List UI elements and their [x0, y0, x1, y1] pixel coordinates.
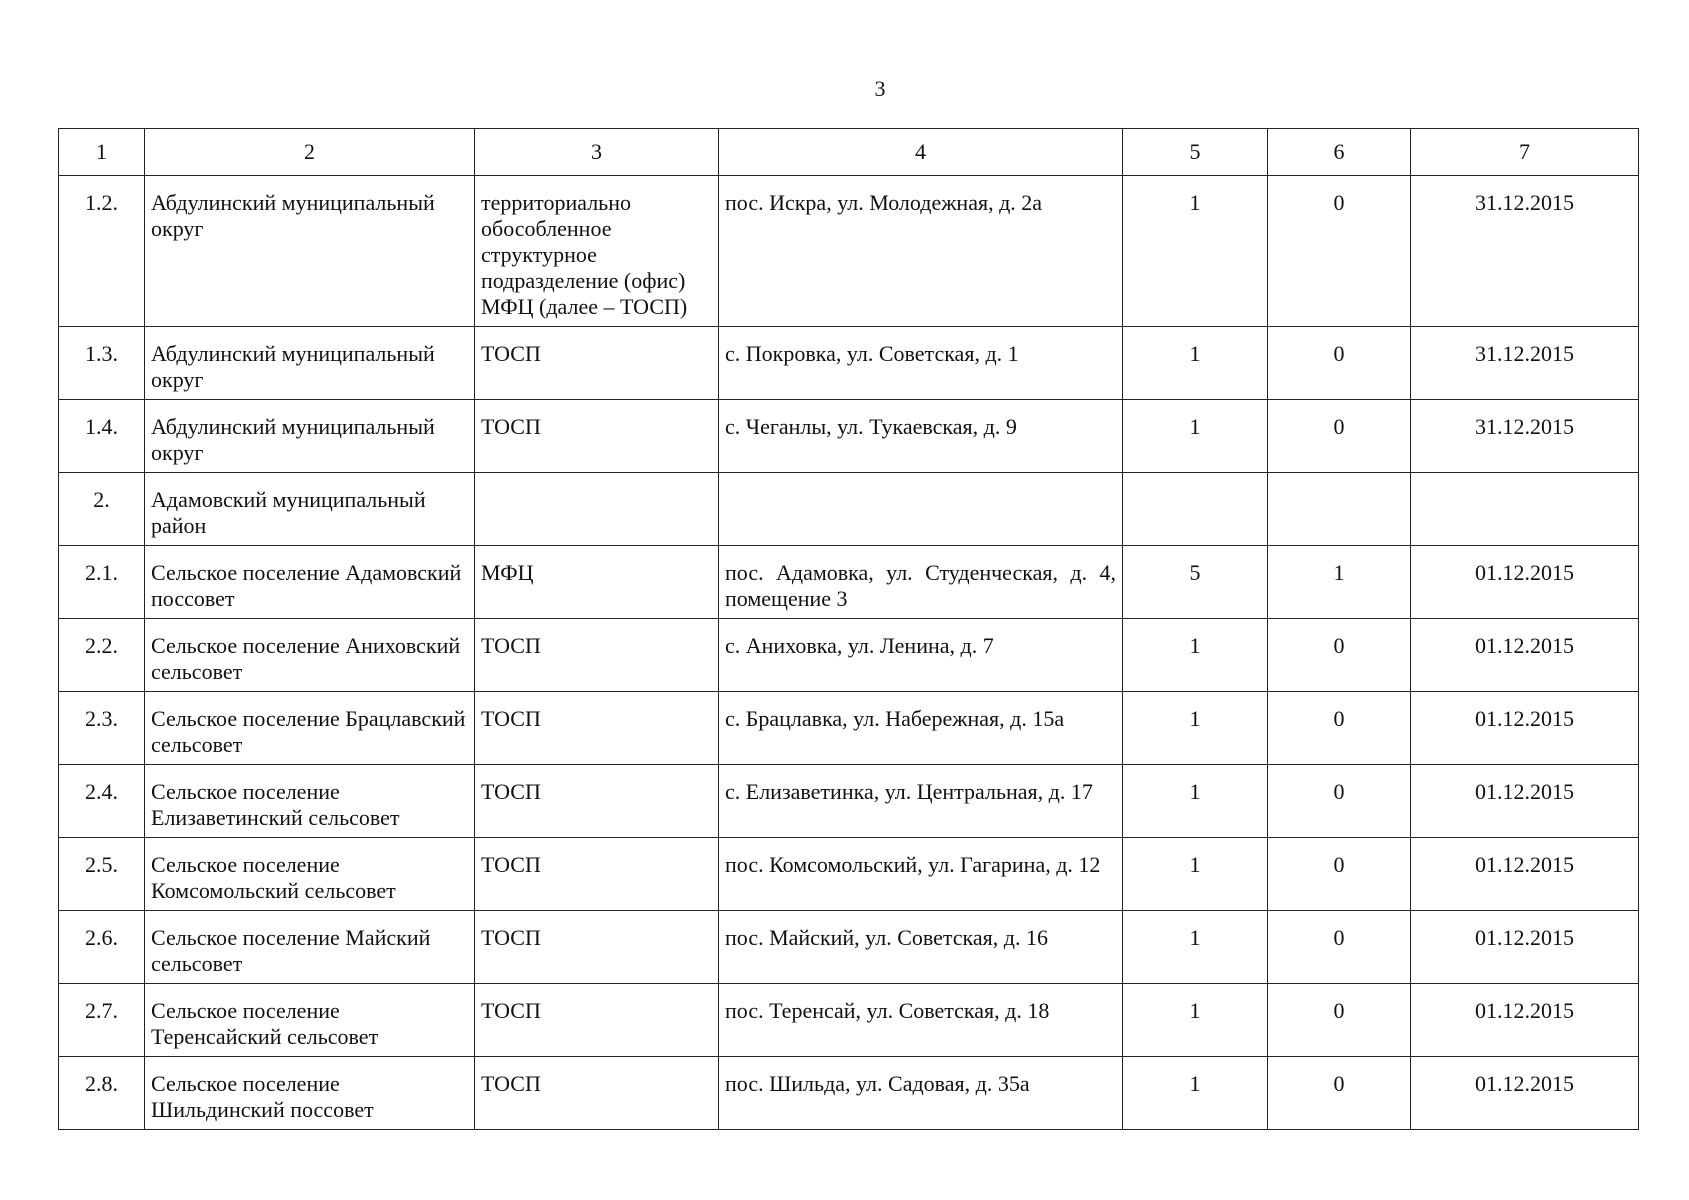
count-col6	[1268, 473, 1411, 546]
territory-name: Сельское поселение Шильдинский поссовет	[145, 1057, 475, 1130]
row-number: 2.7.	[59, 984, 145, 1057]
date-cell: 01.12.2015	[1411, 1057, 1639, 1130]
count-col6: 0	[1268, 1057, 1411, 1130]
count-col5: 1	[1123, 692, 1268, 765]
table-row	[59, 176, 1639, 327]
row-number: 1.2.	[59, 176, 145, 327]
count-col6: 0	[1268, 400, 1411, 473]
count-col6: 0	[1268, 692, 1411, 765]
office-type: ТОСП	[475, 400, 719, 473]
office-address: с. Покровка, ул. Советская, д. 1	[719, 327, 1123, 400]
date-cell: 01.12.2015	[1411, 984, 1639, 1057]
header-cell: 7	[1411, 129, 1639, 176]
count-col5: 1	[1123, 400, 1268, 473]
office-address: с. Аниховка, ул. Ленина, д. 7	[719, 619, 1123, 692]
table-row	[59, 400, 1639, 473]
office-address: пос. Теренсай, ул. Советская, д. 18	[719, 984, 1123, 1057]
territory-name: Адамовский муниципальный район	[145, 473, 475, 546]
count-col5: 5	[1123, 546, 1268, 619]
header-cell: 1	[59, 129, 145, 176]
count-col5: 1	[1123, 765, 1268, 838]
territory-name: Сельское поселение Майский сельсовет	[145, 911, 475, 984]
date-cell: 31.12.2015	[1411, 176, 1639, 327]
count-col6: 1	[1268, 546, 1411, 619]
office-address: с. Чеганлы, ул. Тукаевская, д. 9	[719, 400, 1123, 473]
date-cell: 01.12.2015	[1411, 546, 1639, 619]
row-number: 2.1.	[59, 546, 145, 619]
date-cell	[1411, 473, 1639, 546]
date-cell: 01.12.2015	[1411, 765, 1639, 838]
count-col5: 1	[1123, 176, 1268, 327]
office-address: с. Брацлавка, ул. Набережная, д. 15а	[719, 692, 1123, 765]
territory-name: Сельское поселение Комсомольский сельсовет	[145, 838, 475, 911]
header-cell: 4	[719, 129, 1123, 176]
office-address: пос. Майский, ул. Советская, д. 16	[719, 911, 1123, 984]
office-address: пос. Комсомольский, ул. Гагарина, д. 12	[719, 838, 1123, 911]
row-number: 1.3.	[59, 327, 145, 400]
territory-name: Сельское поселение Елизаветинский сельсовет	[145, 765, 475, 838]
header-cell: 6	[1268, 129, 1411, 176]
row-number: 2.4.	[59, 765, 145, 838]
table-header-row	[59, 129, 1639, 176]
office-type: ТОСП	[475, 765, 719, 838]
table-row	[59, 838, 1639, 911]
office-address: пос. Искра, ул. Молодежная, д. 2а	[719, 176, 1123, 327]
date-cell: 01.12.2015	[1411, 619, 1639, 692]
row-number: 2.	[59, 473, 145, 546]
table-row	[59, 327, 1639, 400]
office-type: ТОСП	[475, 692, 719, 765]
row-number: 2.3.	[59, 692, 145, 765]
count-col5: 1	[1123, 619, 1268, 692]
count-col5: 1	[1123, 1057, 1268, 1130]
header-cell: 2	[145, 129, 475, 176]
territory-name: Сельское поселение Аниховский сельсовет	[145, 619, 475, 692]
table-row	[59, 765, 1639, 838]
count-col6: 0	[1268, 176, 1411, 327]
table-row	[59, 984, 1639, 1057]
territory-name: Сельское поселение Теренсайский сельсовет	[145, 984, 475, 1057]
territory-name: Абдулинский муниципальный округ	[145, 400, 475, 473]
header-cell: 3	[475, 129, 719, 176]
office-type: ТОСП	[475, 984, 719, 1057]
page-number: 3	[874, 76, 886, 101]
count-col6: 0	[1268, 984, 1411, 1057]
date-cell: 01.12.2015	[1411, 838, 1639, 911]
table-row	[59, 473, 1639, 546]
office-type: ТОСП	[475, 619, 719, 692]
table-row	[59, 619, 1639, 692]
table-row	[59, 692, 1639, 765]
count-col6: 0	[1268, 838, 1411, 911]
date-cell: 01.12.2015	[1411, 692, 1639, 765]
row-number: 2.8.	[59, 1057, 145, 1130]
row-number: 1.4.	[59, 400, 145, 473]
row-number: 2.6.	[59, 911, 145, 984]
row-number: 2.5.	[59, 838, 145, 911]
count-col5: 1	[1123, 838, 1268, 911]
office-type	[475, 473, 719, 546]
count-col6: 0	[1268, 327, 1411, 400]
date-cell: 01.12.2015	[1411, 911, 1639, 984]
office-type: территориально обособленное структурное подразделение (офис) МФЦ (далее – ТОСП)	[475, 176, 719, 327]
territory-name: Сельское поселение Брацлавский сельсовет	[145, 692, 475, 765]
territory-name: Абдулинский муниципальный округ	[145, 327, 475, 400]
date-cell: 31.12.2015	[1411, 400, 1639, 473]
count-col5	[1123, 473, 1268, 546]
date-cell: 31.12.2015	[1411, 327, 1639, 400]
office-type: ТОСП	[475, 838, 719, 911]
office-type: ТОСП	[475, 327, 719, 400]
table-row	[59, 546, 1639, 619]
count-col6: 0	[1268, 765, 1411, 838]
row-number: 2.2.	[59, 619, 145, 692]
count-col6: 0	[1268, 619, 1411, 692]
count-col5: 1	[1123, 327, 1268, 400]
territory-name: Сельское поселение Адамовский поссовет	[145, 546, 475, 619]
territory-name: Абдулинский муниципальный округ	[145, 176, 475, 327]
office-type: ТОСП	[475, 911, 719, 984]
office-address: с. Елизаветинка, ул. Центральная, д. 17	[719, 765, 1123, 838]
count-col6: 0	[1268, 911, 1411, 984]
count-col5: 1	[1123, 911, 1268, 984]
office-address: пос. Адамовка, ул. Студенческая, д. 4, помещение 3	[719, 546, 1123, 619]
office-address: пос. Шильда, ул. Садовая, д. 35а	[719, 1057, 1123, 1130]
office-type: ТОСП	[475, 1057, 719, 1130]
header-cell: 5	[1123, 129, 1268, 176]
table-row	[59, 911, 1639, 984]
mfc-table	[58, 128, 1639, 1130]
office-address	[719, 473, 1123, 546]
office-type: МФЦ	[475, 546, 719, 619]
table-row	[59, 1057, 1639, 1130]
count-col5: 1	[1123, 984, 1268, 1057]
